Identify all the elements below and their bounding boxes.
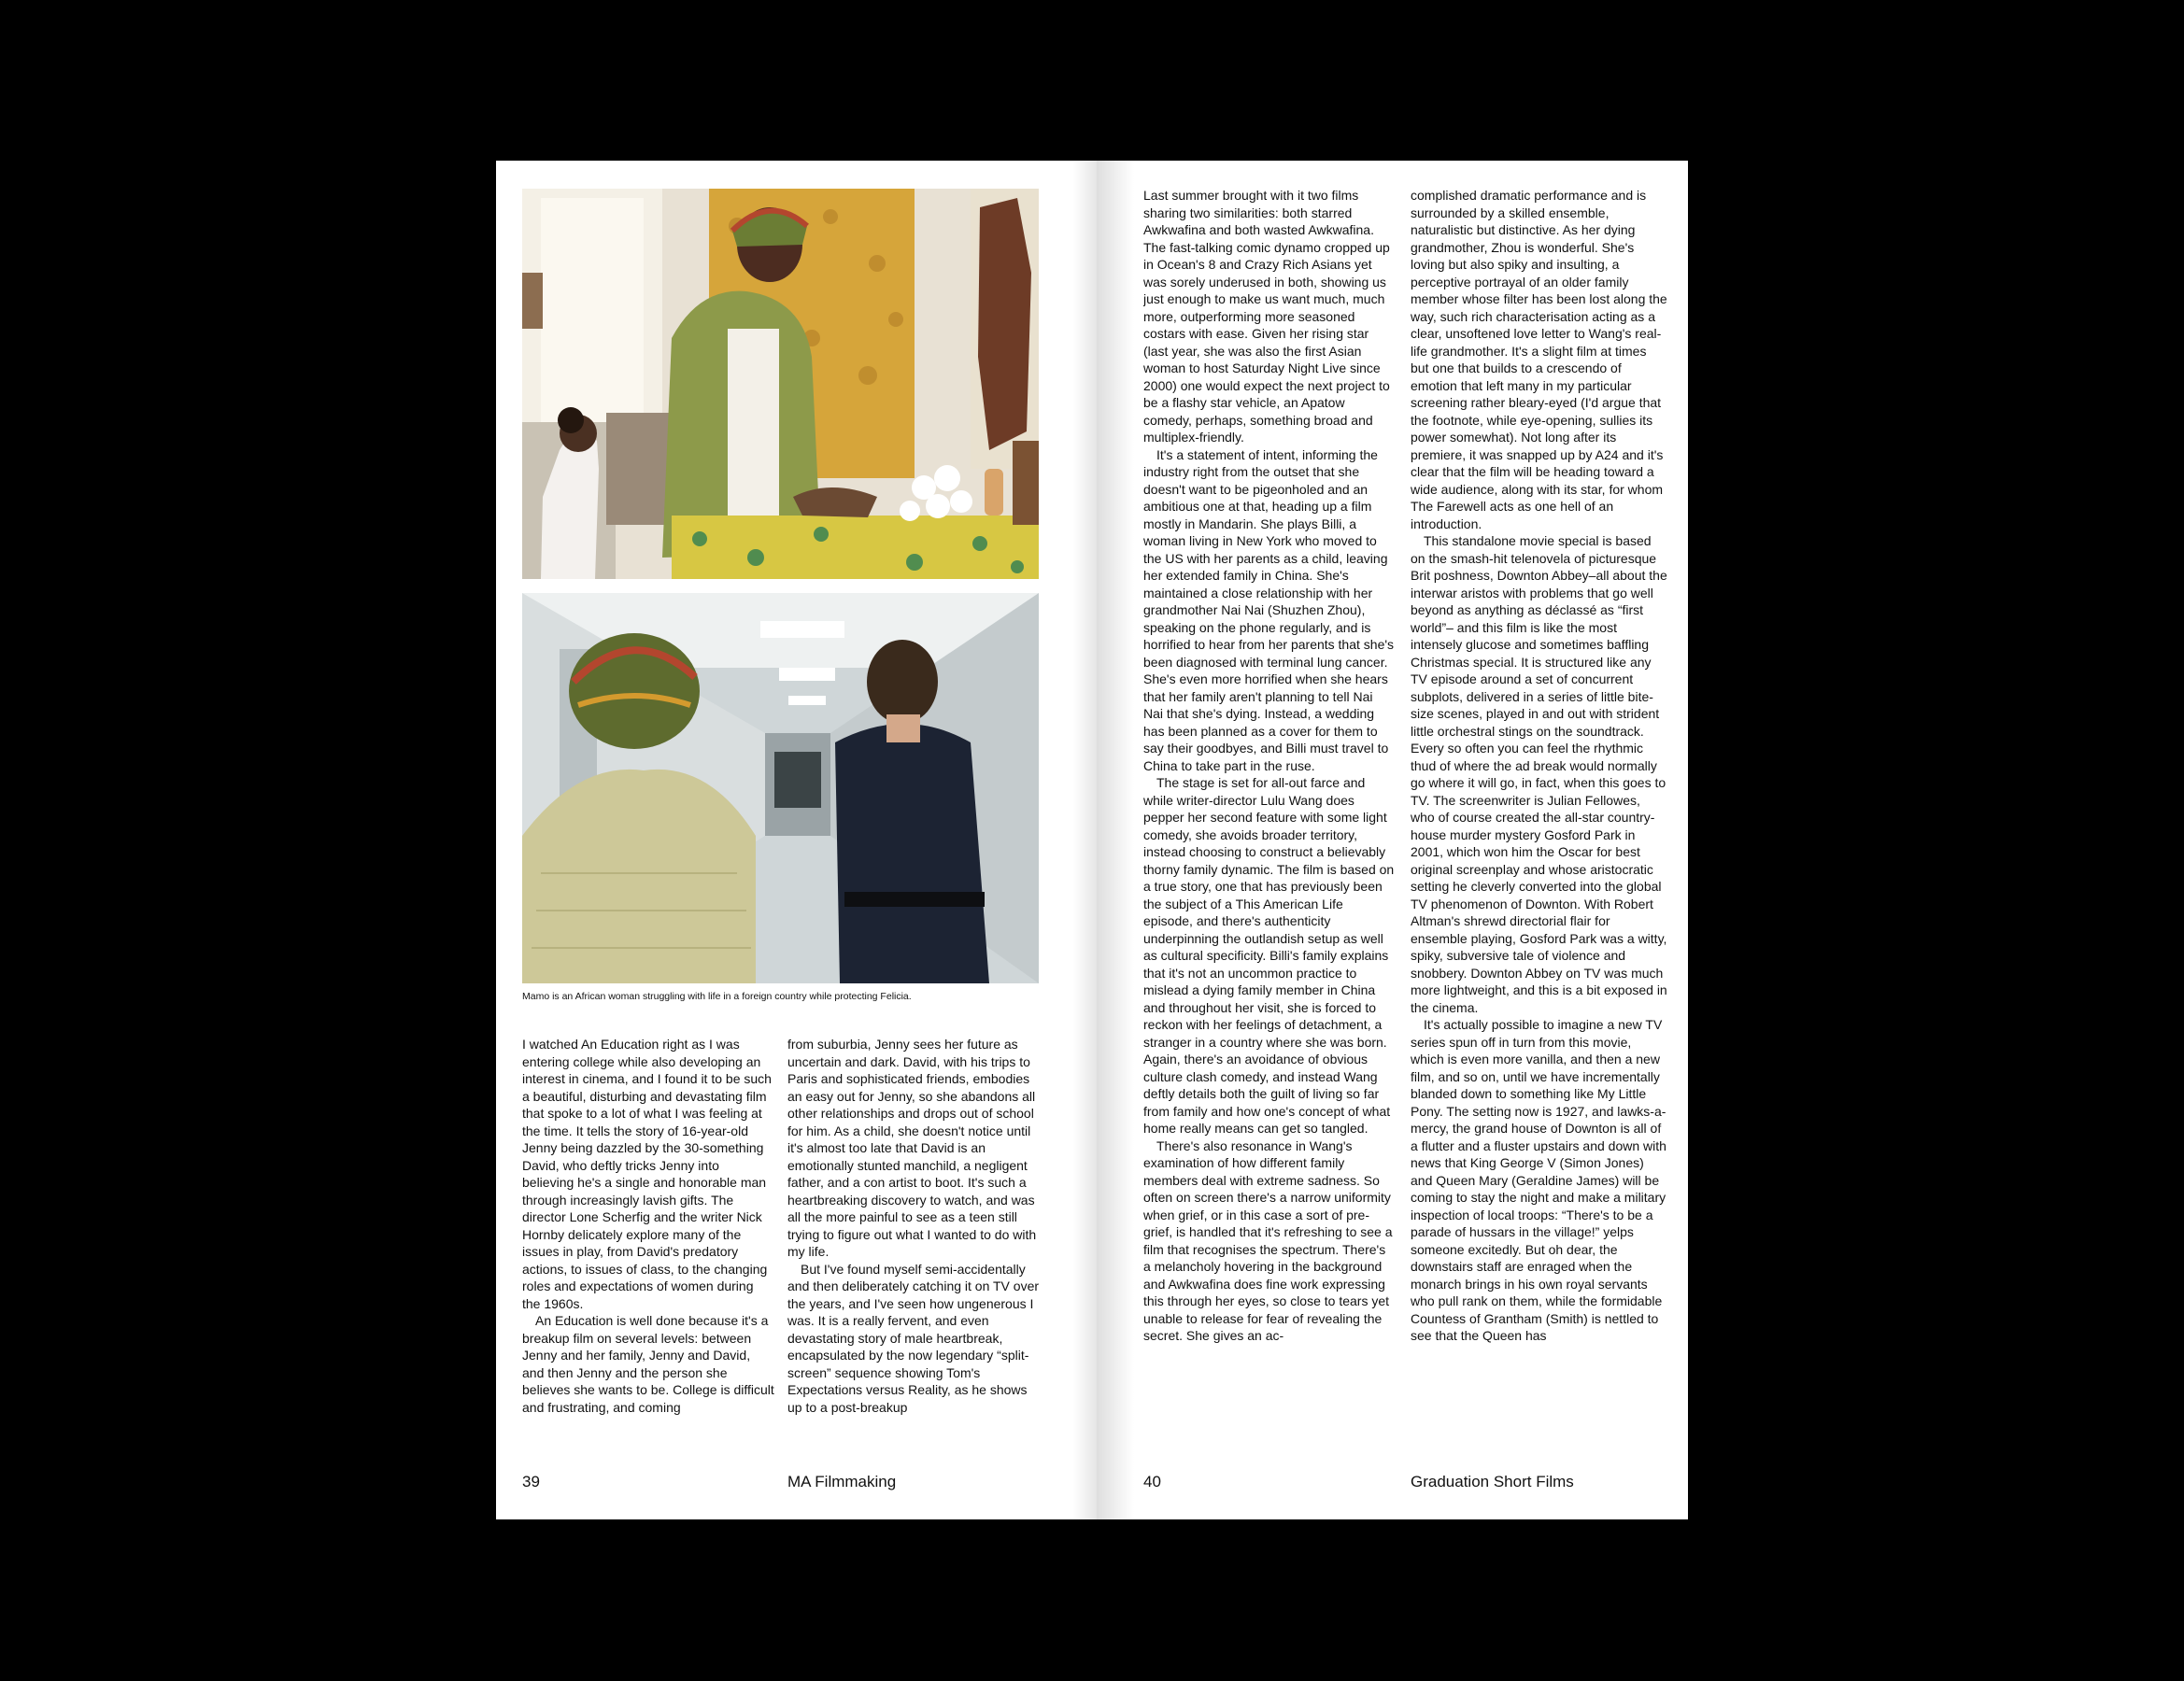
section-title: MA Filmmaking	[787, 1473, 897, 1490]
paragraph: I watched An Education right as I was entering college while also developing an interest in cinema, and I found it to be such a beautiful, disturbing and devastating film that spoke to a lot of what I was feeling at the time. It tells the story of 16-year-old Jenny being dazzled by the 30-something David, who deftly tricks Jenny into believing he's a single and honorable man through increasingly lavish gifts. The director Lone Scherfig and the writer Nick Hornby delicately explore many of the issues in play, from David's predatory actions, to issues of class, to the changing roles and expectations of women during the 1960s.	[522, 1037, 772, 1311]
paragraph: An Education is well done because it's a breakup film on several levels: between Jenny and her family, Jenny and David, and then Jenny and the person she believes she wants to be. College is difficult and frustrating, and coming	[522, 1313, 774, 1415]
paragraph: Last summer brought with it two films sharing two similarities: both starred Awkwafina and both wasted Awkwafina. The fast-talking comic dynamo cropped up in Ocean's 8 and Crazy Rich Asians yet was sorely underused in both, showing us just enough to make us want much, much more, outperforming more seasoned costars with ease. Given her rising star (last year, she was also the first Asian woman to host Saturday Night Live since 2000) one would expect the next project to be a flashy star vehicle, an Apatow comedy, perhaps, something broad and multiplex-friendly.	[1143, 188, 1390, 445]
right-column-2	[1411, 187, 1667, 1421]
paragraph: It's a statement of intent, informing the industry right from the outset that she doesn't want to be pigeonholed and an ambitious one at that, heading up a film mostly in Mandarin. She plays Billi, a woman living in New York who moved to the US with her parents as a child, leaving her extended family in China. She's maintained a close relationship with her grandmother Nai Nai (Shuzhen Zhou), speaking on the phone regularly, and is horrified to hear from her parents that she's been diagnosed with terminal lung cancer. She's even more horrified when she hears that her family aren't planning to tell Nai Nai that she's dying. Instead, a wedding has been planned as a cover for them to say their goodbyes, and Billi must travel to China to take part in the ruse.	[1143, 446, 1395, 773]
left-column-1	[522, 1036, 774, 1419]
gutter-shadow	[1072, 161, 1097, 1519]
photo-caption: Mamo is an African woman struggling with life in a foreign country while protecting Felicia.	[522, 991, 912, 1002]
page-number: 39	[522, 1473, 540, 1490]
left-column-2	[787, 1036, 1042, 1419]
paragraph: It's actually possible to imagine a new TV series spun off in turn from this movie, which is even more vanilla, and then a new film, and so on, until we have incrementally blanded down to something like My Little Pony. The setting now is 1927, and lawks-a-mercy, the grand house of Downton is all of a flutter and a fluster upstairs and down with news that King George V (Simon Jones) and Queen Mary (Geraldine James) will be coming to stay the night and make a military inspection of local troops: “There's to be a parade of hussars in the village!” yelps someone excitedly. But oh dear, the downstairs staff are enraged when the monarch brings in his own royal servants who pull rank on them, while the formidable Countess of Grantham (Smith) is nettled to see that the Queen has	[1411, 1017, 1666, 1343]
paragraph: But I've found myself semi-accidentally and then deliberately catching it on TV over the years, and I've seen how ungenerous I was. It is a really fervent, and even devastating story of male heartbreak, encapsulated by the now legendary “split-screen” sequence showing Tom's Expectations versus Reality, as he shows up to a post-breakup	[787, 1261, 1040, 1415]
paragraph: from suburbia, Jenny sees her future as uncertain and dark. David, with his trips to Paris and sophisticated friends, embodies an easy out for Jenny, so she abandons all other relationships and drops out of school for him. As a child, she doesn't notice until it's almost too late that David is an emotionally stunted manchild, a negligent father, and a con artist to boot. It's such a heartbreaking discovery to watch, and was all the more painful to see as a teen still trying to figure out what I wanted to do with my life.	[787, 1037, 1037, 1259]
bottom-photo	[522, 593, 1039, 983]
paragraph: This standalone movie special is based on the smash-hit telenovela of picturesque Brit poshness, Downton Abbey–all about the interwar aristos with problems that go well beyond as anything as déclassé as “first world”– and this film is like the most intensely glucose and sometimes baffling Christmas special. It is structured like any TV episode around a set of concurrent subplots, delivered in a series of little bite-size scenes, played in and out with strident little orchestral stings on the soundtrack. Every so often you can feel the rhythmic thud of where the ad break would normally go where it will go, in fact, when this goes to TV. The screenwriter is Julian Fellowes, who of course created the all-star country-house murder mystery Gosford Park in 2001, which won him the Oscar for best original screenplay and whose aristocratic setting he cleverly converted into the global TV phenomenon of Downton. With Robert Altman's shrewd directorial flair for ensemble playing, Gosford Park was a witty, spiky, subversive tale of violence and snobbery. Downton Abbey on TV was much more lightweight, and this is a bit exposed in the cinema.	[1411, 533, 1667, 1015]
right-column-1	[1143, 187, 1396, 1421]
left-page	[496, 161, 1097, 1519]
section-title: Graduation Short Films	[1411, 1473, 1574, 1490]
top-photo	[522, 189, 1039, 579]
paragraph: There's also resonance in Wang's examination of how different family members deal with extreme sadness. So often on screen there's a narrow uniformity when grief, or in this case a sort of pre-grief, is handled that it's refreshing to see a film that recognises the spectrum. There's a melancholy hovering in the background and Awkwafina does fine work expressing this through her eyes, so close to tears yet unable to release for fear of revealing the secret. She gives an ac-	[1143, 1137, 1393, 1343]
paragraph: complished dramatic performance and is surrounded by a skilled ensemble, naturalistic but distinctive. As her dying grandmother, Zhou is wonderful. She's loving but also spiky and insulting, a perceptive portrayal of an older family member whose filter has been lost along the way, such rich characterisation acting as a clear, unsoftened love letter to Wang's real-life grandmother. It's a slight film at times but one that builds to a crescendo of emotion that left many in my particular screening rather bleary-eyed (I'd argue that the footnote, while eye-opening, sullies its power somewhat). Not long after its premiere, it was snapped up by A24 and it's clear that the film will be heading toward a wide audience, along with its star, for whom The Farewell acts as one hell of an introduction.	[1411, 188, 1667, 531]
right-page	[1097, 161, 1688, 1519]
gutter-shadow	[1097, 161, 1134, 1519]
page-number: 40	[1143, 1473, 1161, 1490]
paragraph: The stage is set for all-out farce and while writer-director Lulu Wang does pepper her second feature with some light comedy, she avoids broader territory, instead choosing to construct a believably thorny family dynamic. The film is based on a true story, one that has previously been the subject of a This American Life episode, and there's authenticity underpinning the outlandish setup as well as cultural specificity. Billi's family explains that it's not an uncommon practice to mislead a dying family member in China and throughout her visit, she is forced to reckon with her feelings of detachment, a stranger in a country where she was born. Again, there's an avoidance of obvious culture clash comedy, and instead Wang deftly details both the guilt of living so far from family and how one's concept of what home really means can get so tangled.	[1143, 775, 1395, 1136]
